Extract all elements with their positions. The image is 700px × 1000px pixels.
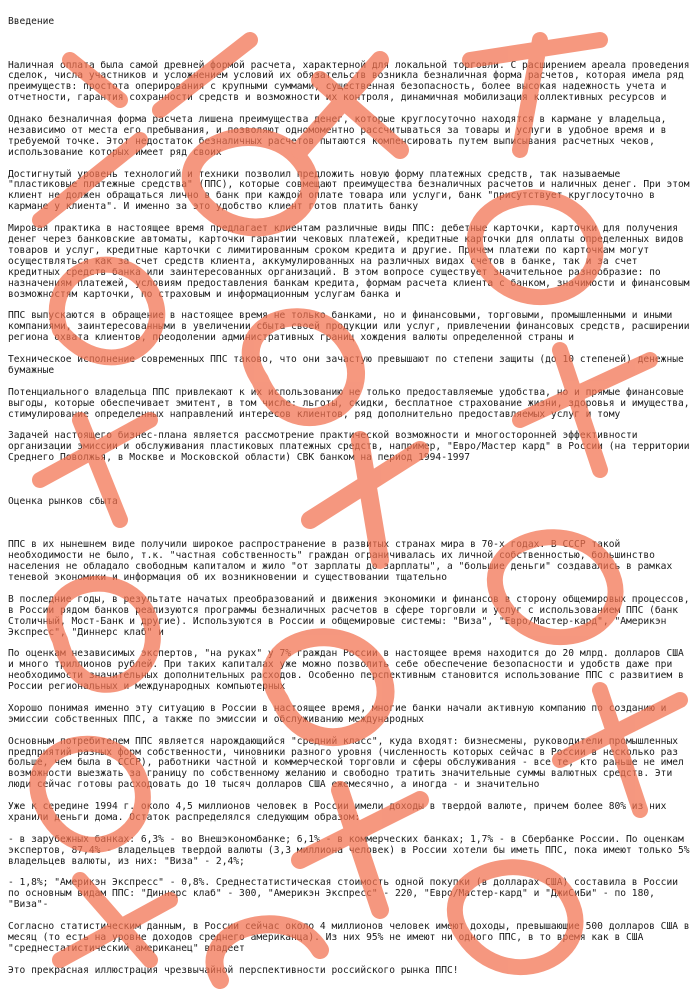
spacer [8,39,692,50]
paragraph: - 1,8%; "Америкэн Экспресс" - 0,8%. Среднестатистическая стоимость одной покупки (в долларах США) составила в России по основным видам ППС: "Диннерс клаб" - 300, "Америкэн Экспресс" - 220, "Евро/Мастер-кард" и "ДжиСиБи" - по 180, "Виза"- [8,877,684,911]
paragraph: Техническое исполнение современных ППС таково, что они зачастую превышают по степени защиты (до 10 степеней) денежные бумажные [8,353,690,376]
spacer [8,475,692,486]
paragraph: Согласно статистическим данным, в России сейчас около 4 миллионов человек имеют доходы, превышающие 500 долларов США в месяц (то есть на уровне доходов среднего американца). Из них 95% не имеют ни одного ППС, в то время как в США "среднестатистический американец" владеет [8,921,696,954]
paragraph: Это прекрасная иллюстрация чрезвычайной перспективности российского рынка ППС! [8,964,459,976]
paragraph: Однако безналичная форма расчета лишена преимущества денег, которые круглосуточно находятся в кармане у владельца, независимо от места его пребывания, и позволяют одномоментно рассчитываться за товары и услуги в удобное время и в требуемой точке. Этот недостаток безналичных расчетов пытаются компенсировать путем выписывания расчетных чеков, использование которых имеет ряд своих [8,114,673,158]
paragraph: Хорошо понимая именно эту ситуацию в России в настоящее время, многие банки начали активную компанию по созданию и эмиссии собственных ППС, а также по эмиссии и обслуживанию международных [8,702,673,725]
section-heading-market: Оценка рынков сбыта [8,495,118,507]
spacer [8,519,692,530]
paragraph: - в зарубежных банках: 6,3% - во Внешэкономбанке; 6,1% - в коммерческих банках; 1,7% - в Сбербанке России. По оценкам экспертов, 87,4% - владельцев твердой валюты (3,3 миллиона человек) в России хотели бы иметь ППС, пока имеют только 5% владельцев валюты, из них: "Виза" - 2,4%; [8,833,696,867]
paragraph: ППС в их нынешнем виде получили широкое распространение в развитых странах мира в 70-х годах. В СССР такой необходимости не было, т.к. "частная собственность" граждан ограничивалась их личной собственностью, большинство населения не обладало свободным капиталом и жило "от зарплаты до зарплаты", а "большие деньги" создавались в рамках теневой экономики и информация об их возникновении и существовании тщательно [8,539,679,584]
paragraph: ППС выпускаются в обращение в настоящее время не только банками, но и финансовыми, торговыми, промышленными и иными компаниями, заинтересованными в увеличении сбыта своей продукции или услуг, привлечении финансовых средств, расширении региона охвата клиентов, преодолении административных границ хождения валюты определенной страны и [8,310,696,344]
paragraph: Задачей настоящего бизнес-плана является рассмотрение практической возможности и многосторонней эффективности организации эмиссии и обслуживания пластиковых платежных средств, например, "Евро/Мастер кард" в России (на территории Среднего Поволжья, в Москве и Московской области) СВК банком на период 1994-1997 [8,430,696,464]
paragraph: Достигнутый уровень технологий и техники позволил предложить новую форму платежных средств, так называемые "пластиковые платежные средства" (ППС), которые совмещают преимущества безналичных расчетов и наличных денег. При этом клиент не должен обращаться лично в банк при каждой оплате товара или услуги, банк "присутствует круглосуточно в кармане у клиента". И именно за это удобство клиент готов платить банку [8,168,696,213]
paragraph: Уже к середине 1994 г. около 4,5 миллионов человек в России имели доходы в твердой валюте, причем более 80% из них хранили деньги дома. Остаток распределялся следующим образом: [8,801,673,824]
paragraph: Наличная оплата была самой древней формой расчета, характерной для локальной торговли. С расширением ареала проведения сделок, числа участников и усложнением условий их обязательств возникла безналичная форма расчетов, которая имела ряд преимуществ: простота оперирования с крупными суммами, существенная безопасность, более высокая надежность учета и отчетности, гарантия сохранности средств и возможности их контроля, динамичная мобилизация коллективных ресурсов и [8,59,696,104]
paragraph: Потенциального владельца ППС привлекают к их использованию не только предоставляемые удобства, но и прямые финансовые выгоды, которые обеспечивает эмитент, в том числе: льготы, скидки, бесплатное страхование жизни, здоровья и имущества, стимулирование определенных направлений интересов клиентов, ряд дополнительно предоставляемых услуг и тому [8,386,696,420]
paragraph: В последние годы, в результате начатых преобразований и движения экономики и финансов в сторону общемировых процессов, в России рядом банков реализуются программы безналичных расчетов в сфере торговли и услуг с использованием ППС (банк Столичный, Мост-Банк и другие). Используются в России и общемировые системы: "Виза", "Евро/Мастер-кард", "Америкэн Экспресс", "Диннерс клаб" и [8,593,696,638]
section-heading-intro: Введение [8,15,55,27]
paragraph: Мировая практика в настоящее время предлагает клиентам различные виды ППС: дебетные карточки, карточки для получения денег через банковские автоматы, карточки гарантии чековых платежей, кредитные карточки для оплаты определенных видов товаров и услуг, кредитные карточки с лимитированным сроком кредита и другие. Причем платежи по карточкам могут осуществляться как за счет средств клиента, аккумулированных на различных видах счетов в банке, так и за счет кредитных средств банка или заинтересованных организаций. В этом вопросе существует значительное разнообразие: по назначениям платежей, условиям предоставления банкам кредита, формам расчета клиента с банком, значимости и финансовым возможностям карточки, по страховым и информационным услугам банка и [8,223,696,300]
paragraph: Основным потребителем ППС является нарождающийся "средний класс", куда входят: бизнесмены, руководители промышленных предприятий разных форм собственности, чиновники разного уровня (численность которых сейчас в России в несколько раз больше, чем была в СССР), работники частной и коммерческой торговли и сферы обслуживания - все те, кто раньше не имел возможности выезжать за границу по собственному желанию и свободно тратить значительные суммы валютных средств. Эти люди сейчас готовы расходовать до 10 тысяч долларов США ежемесячно, а иногда - и значительно [8,735,690,791]
paragraph: По оценкам независимых экспертов, "на руках" у 7% граждан России в настоящее время находится до 20 млрд. долларов США и много триллионов рублей. При таких капиталах уже можно позволить себе обеспечение безопасности и удобств даже при необходимости значительных дополнительных расходов. Особенно перспективным становится использование ППС с развитием в России региональных и международных компьютерных [8,648,690,693]
